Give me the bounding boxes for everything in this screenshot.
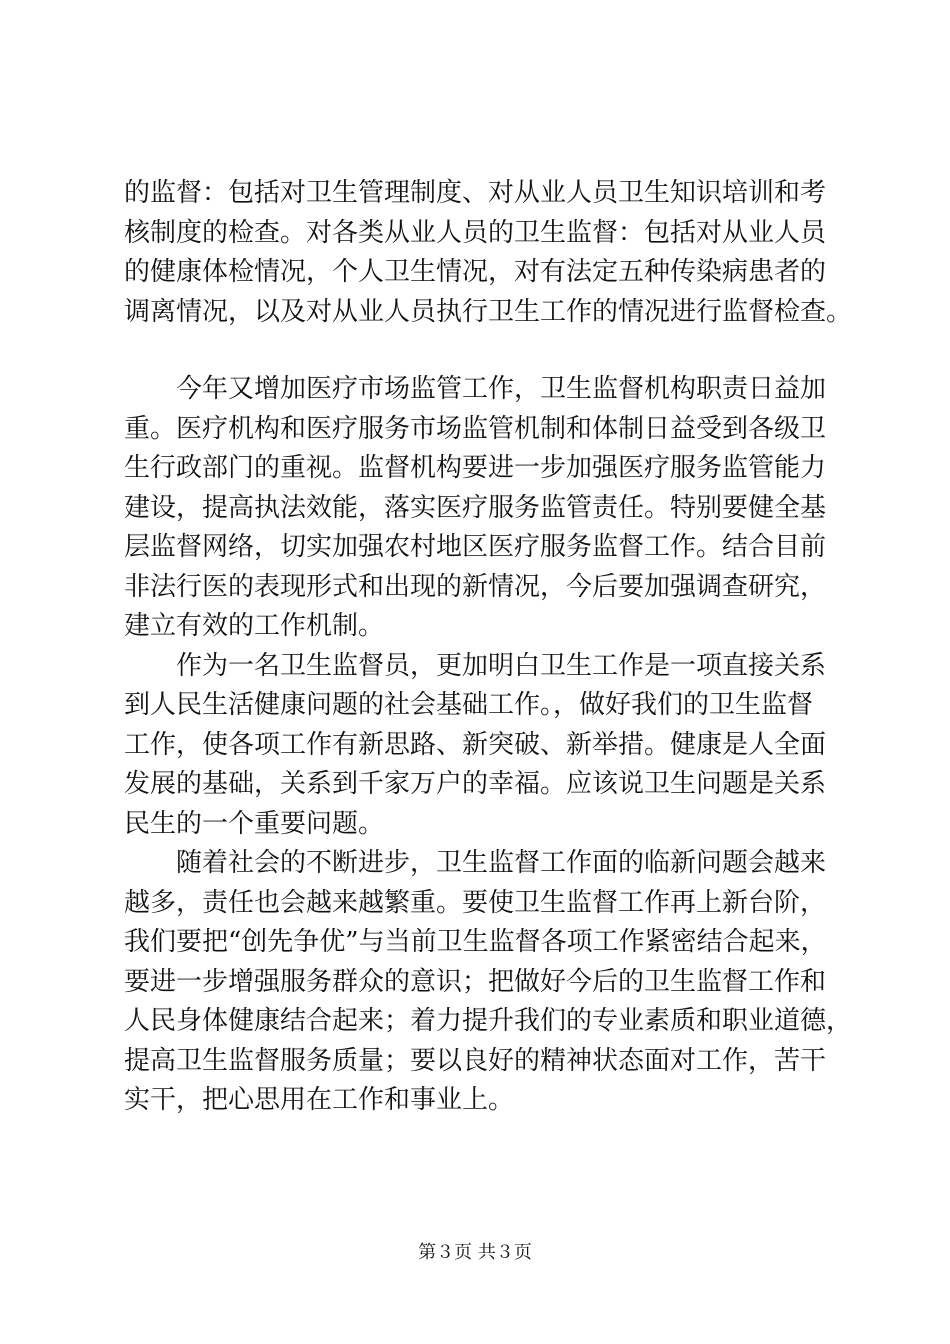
paragraph-4	[124, 844, 853, 1121]
text-line: 要进一步增强服务群众的意识；把做好今后的卫生监督工作和	[124, 966, 827, 997]
text-line: 工作，使各项工作有新思路、新突破、新举措。健康是人全面	[124, 729, 827, 760]
paragraph-2	[124, 370, 844, 647]
text-line: 随着社会的不断进步，卫生监督工作面的临新问题会越来	[124, 848, 827, 878]
text-line: 的健康体检情况，个人卫生情况，对有法定五种传染病患者的	[124, 257, 827, 287]
text-line: 实干，把心思用在工作和事业上。	[124, 1085, 515, 1115]
text-line: 提高卫生监督服务质量；要以良好的精神状态面对工作，苦干	[124, 1045, 827, 1076]
text-line: 调离情况，以及对从业人员执行卫生工作的情况进行监督检查。	[124, 296, 853, 327]
text-line: 层监督网络，切实加强农村地区医疗服务监督工作。结合目前	[124, 532, 827, 562]
text-line: 民生的一个重要问题。	[124, 808, 385, 839]
text-line: 生行政部门的重视。监督机构要进一步加强医疗服务监管能力	[124, 453, 827, 483]
text-line: 非法行医的表现形式和出现的新情况，今后要加强调查研究，	[124, 571, 827, 602]
text-line: 发展的基础，关系到千家万户的幸福。应该说卫生问题是关系	[124, 769, 827, 799]
text-line: 的监督：包括对卫生管理制度、对从业人员卫生知识培训和考	[124, 178, 827, 208]
text-line: 作为一名卫生监督员，更加明白卫生工作是一项直接关系	[124, 650, 827, 681]
paragraph-3	[124, 647, 844, 845]
text-line: 建立有效的工作机制。	[124, 611, 385, 641]
text-line: 今年又增加医疗市场监管工作，卫生监督机构职责日益加	[124, 374, 827, 404]
text-line: 重。医疗机构和医疗服务市场监管机制和体制日益受到各级卫	[124, 413, 827, 444]
document-body	[124, 174, 853, 1121]
paragraph-1	[124, 174, 853, 332]
text-line: 到人民生活健康问题的社会基础工作。，做好我们的卫生监督	[124, 690, 814, 720]
text-line: 越多，责任也会越来越繁重。要使卫生监督工作再上新台阶，	[124, 887, 827, 918]
text-line: 核制度的检查。对各类从业人员的卫生监督：包括对从业人员	[124, 217, 827, 248]
text-line: 人民身体健康结合起来；着力提升我们的专业素质和职业道德，	[124, 1006, 853, 1036]
text-line: 建设，提高执法效能，落实医疗服务监管责任。特别要健全基	[124, 492, 827, 523]
page-number-footer: 第３页 共３页	[418, 1242, 532, 1263]
text-line: 我们要把“创先争优”与当前卫生监督各项工作紧密结合起来，	[124, 927, 827, 957]
